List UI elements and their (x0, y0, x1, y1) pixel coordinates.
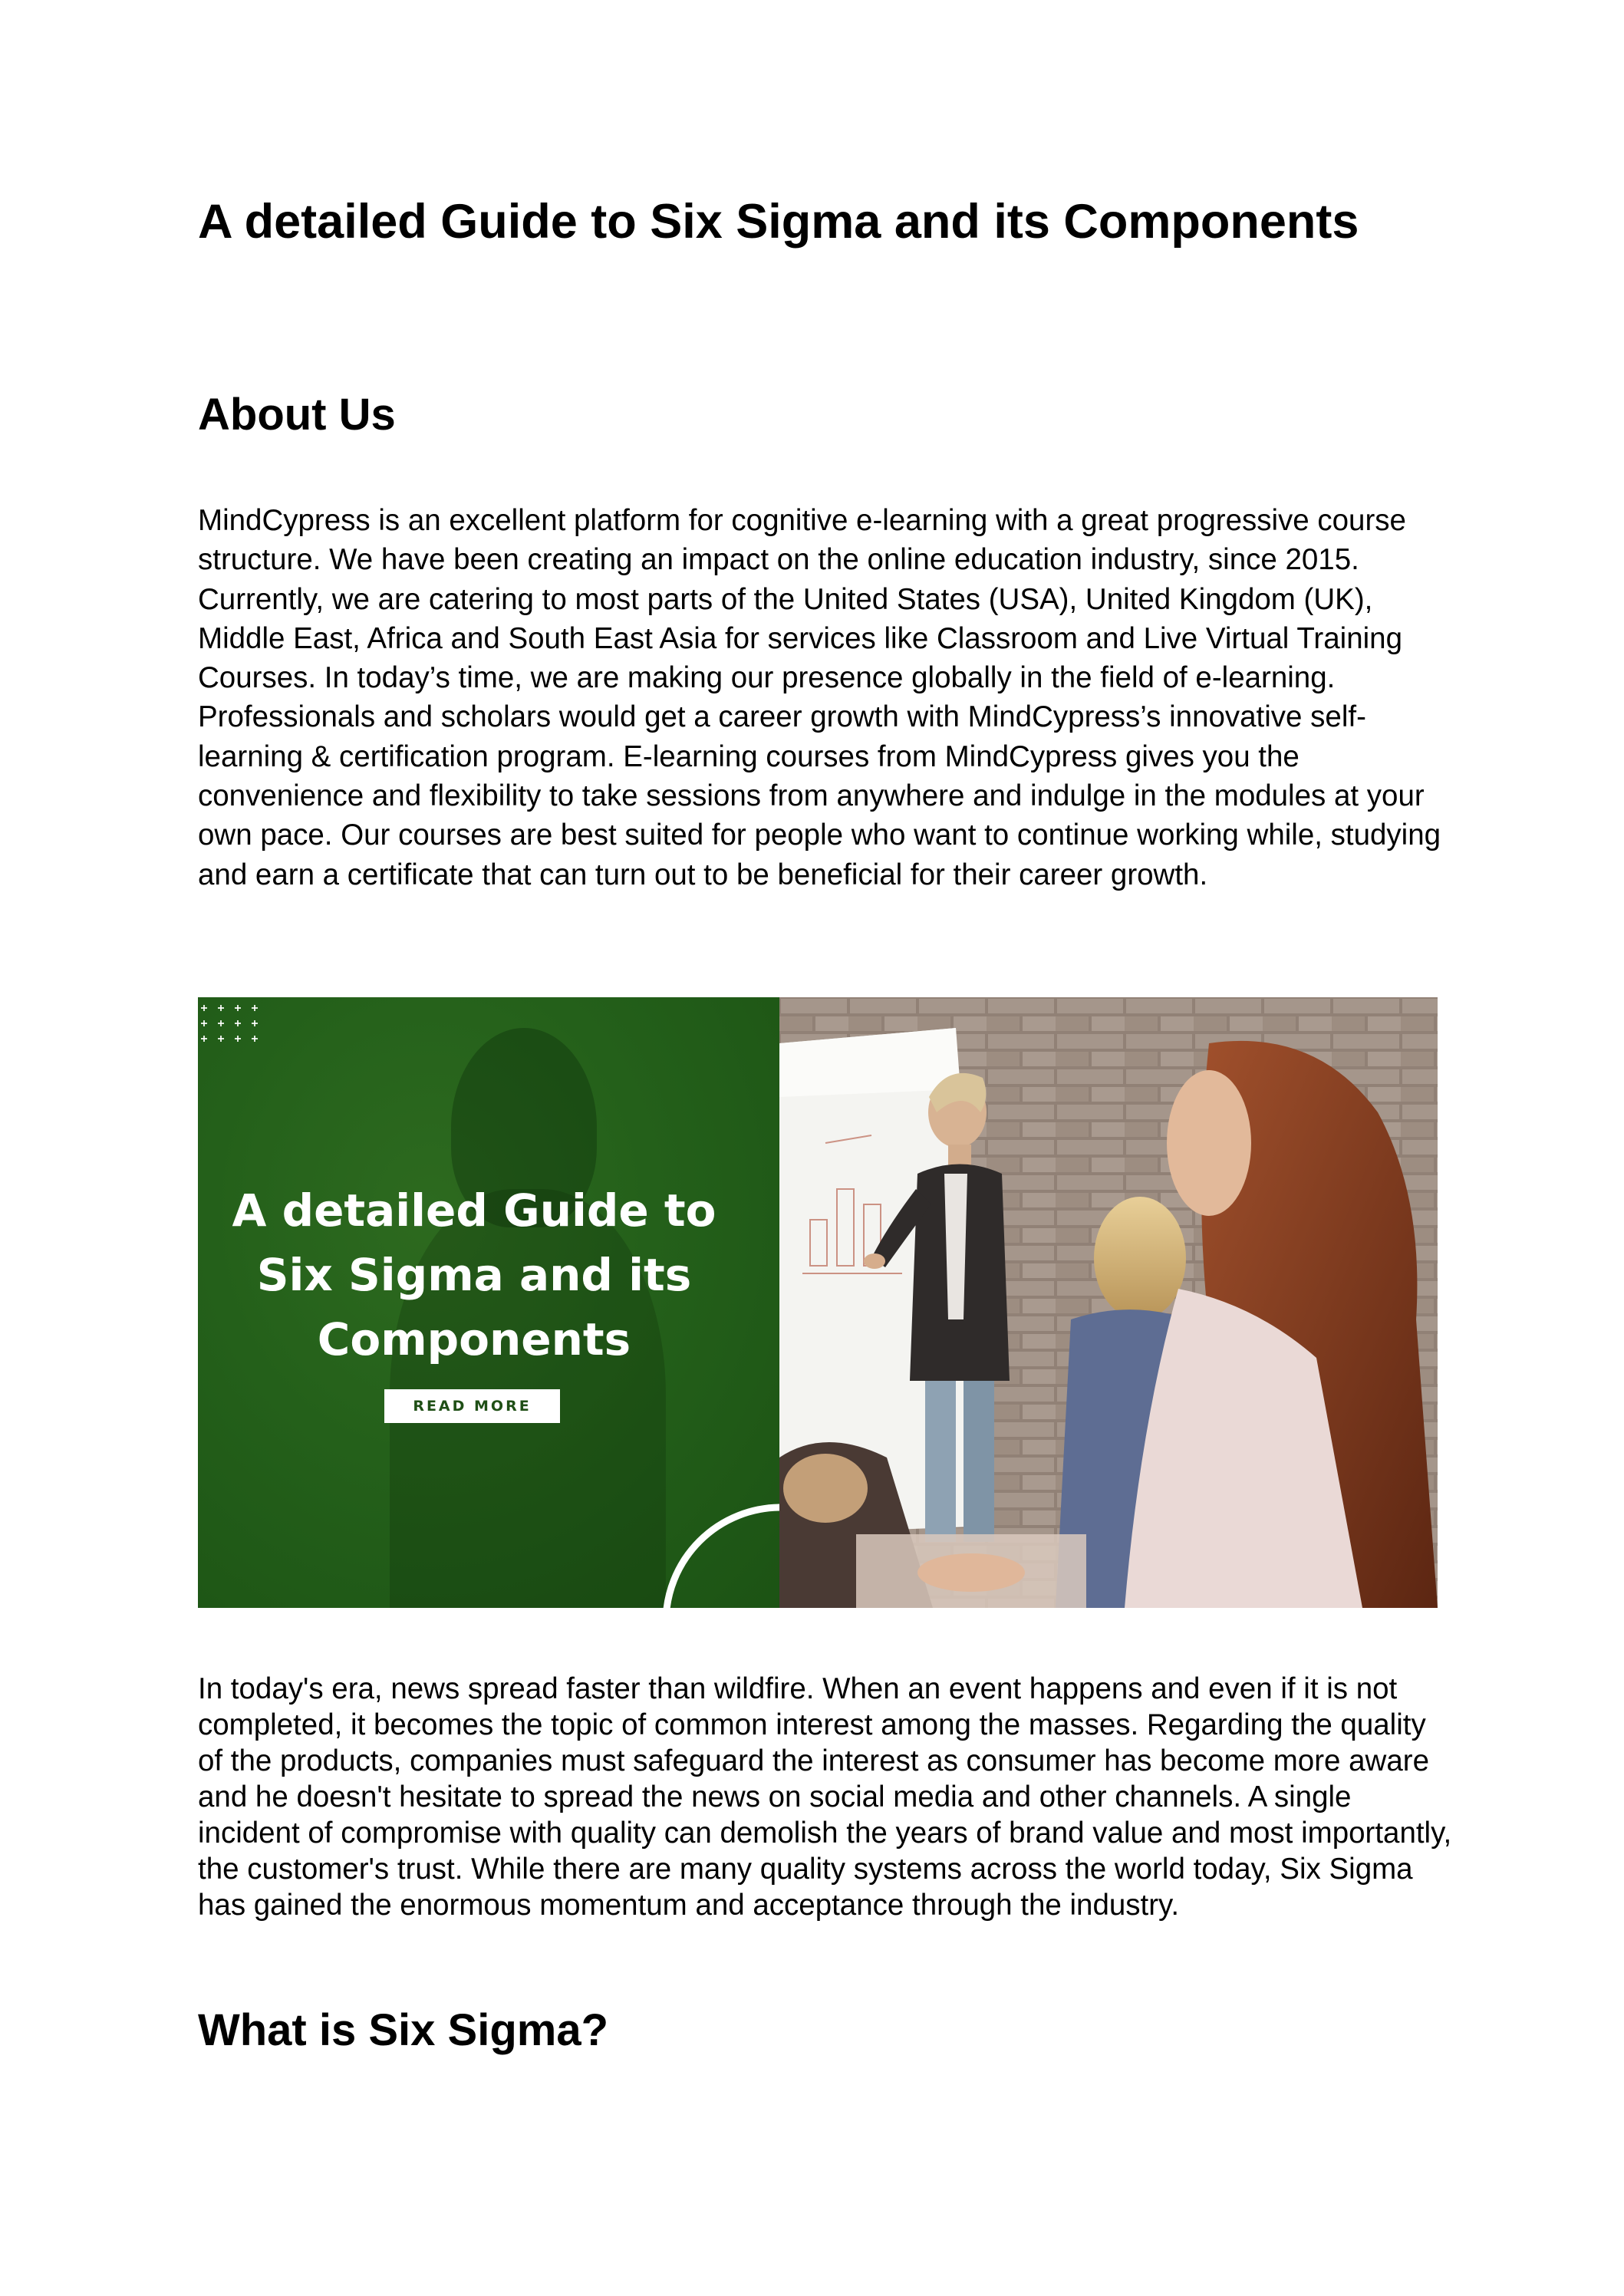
about-heading: About Us (198, 390, 396, 440)
document-title: A detailed Guide to Six Sigma and its Components (198, 195, 1359, 249)
classroom-photo (779, 997, 1438, 1608)
banner-title-line: A detailed Guide to (232, 1184, 716, 1237)
intro-paragraph: In today's era, news spread faster than wildfire. When an event happens and even if it is not completed, it becomes the topic of common interest among the masses. Regarding the quality of the products, companies must safeguard the interest as consumer has become more aware and he doesn't hesitate to spread the news on social media and other channels. A single incident of compromise with quality can demolish the years of brand value and most importantly, the customer's trust. While there are many quality systems across the world today, Six Sigma has gained the enormous momentum and acceptance through the industry. (198, 1672, 1452, 1922)
about-paragraph: MindCypress is an excellent platform for cognitive e-learning with a great progressive course structure. We have been creating an impact on the online education industry, since 2015. Currently, we are catering to most parts of the United States (USA), United Kingdom (UK), Middle East, Africa and South East Asia for services like Classroom and Live Virtual Training Courses. In today’s time, we are making our presence globally in the field of e-learning. Professionals and scholars would get a career growth with MindCypress’s innovative self-learning & certification program. E-learning courses from MindCypress gives you the convenience and flexibility to take sessions from anywhere and indulge in the modules at your own pace. Our courses are best suited for people who want to continue working while, studying and earn a certificate that can turn out to be beneficial for their career growth. (198, 504, 1441, 891)
plus-pattern-icon (198, 1000, 267, 1054)
banner-title (198, 1178, 750, 1372)
what-is-six-sigma-heading: What is Six Sigma? (198, 2005, 608, 2055)
banner-title-line: Six Sigma and its (256, 1249, 692, 1301)
banner-title-line: Components (317, 1313, 631, 1365)
read-more-button[interactable]: READ MORE (384, 1389, 560, 1423)
article-banner (198, 997, 1438, 1608)
ring-decoration-icon (654, 1496, 779, 1608)
banner-green-panel (198, 997, 779, 1608)
